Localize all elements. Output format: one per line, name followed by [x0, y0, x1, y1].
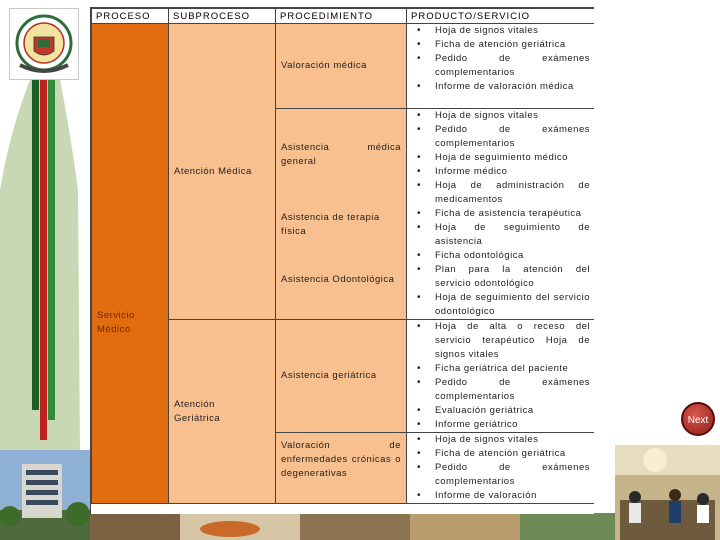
list-item: • Evaluación geriátrica	[413, 404, 590, 418]
producto-cell	[407, 249, 595, 320]
procedimiento-label: Asistencia Odontológica	[281, 274, 395, 285]
list-item: • Hoja de administración de medicamentos	[413, 179, 590, 207]
header-procedimiento: PROCEDIMIENTO	[276, 9, 407, 24]
procedimiento-label: Valoración de enfermedades crónicas o degenerativas	[281, 440, 401, 479]
list-item: • Pedido de exámenes complementarios	[413, 461, 590, 489]
procedimiento-label: Asistencia geriátrica	[281, 370, 377, 381]
header-proceso: PROCESO	[92, 9, 169, 24]
list-item: • Ficha de atención geriátrica	[413, 447, 590, 461]
procedimiento-label: Valoración médica	[281, 60, 367, 71]
building-photo	[0, 450, 90, 540]
list-item: • Informe de valoración médica	[413, 80, 590, 94]
list-item: • Informe de valoración	[413, 489, 590, 503]
university-logo	[9, 8, 79, 80]
producto-cell	[407, 207, 595, 249]
list-item: • Hoja de seguimiento de asistencia	[413, 221, 590, 249]
stripe-dark-green	[32, 80, 39, 410]
waiting-room-photo	[615, 445, 720, 540]
seal-icon	[10, 9, 78, 79]
producto-cell	[407, 433, 595, 504]
producto-cell	[407, 320, 595, 433]
process-table	[91, 8, 594, 504]
procedimiento-cell	[276, 320, 407, 433]
list-item: • Pedido de exámenes complementarios	[413, 123, 590, 151]
list-item: • Ficha odontológica	[413, 249, 590, 263]
procedimiento-label: Asistencia de terapia física	[281, 212, 380, 237]
list-item: • Hoja de seguimiento médico	[413, 151, 590, 165]
product-list	[413, 433, 590, 503]
list-item: • Ficha de atención geriátrica	[413, 38, 590, 52]
procedimiento-label: Asistencia médica general	[281, 142, 401, 167]
product-list	[413, 249, 590, 319]
stripe-green	[48, 80, 55, 420]
next-button[interactable]: Next	[681, 402, 715, 436]
subproceso-label: Atención Médica	[174, 165, 252, 177]
list-item: • Pedido de exámenes complementarios	[413, 52, 590, 80]
left-decoration	[0, 0, 90, 540]
producto-cell	[407, 109, 595, 208]
list-item: • Hoja de seguimiento del servicio odontológico	[413, 291, 590, 319]
list-item: • Pedido de exámenes complementarios	[413, 376, 590, 404]
list-item: • Plan para la atención del servicio odontológico	[413, 263, 590, 291]
list-item: • Hoja de signos vitales	[413, 433, 590, 447]
process-table-container	[90, 7, 594, 514]
product-list	[413, 320, 590, 432]
header-producto-servicio: PRODUCTO/SERVICIO	[407, 9, 595, 24]
list-item: • Ficha de asistencia terapéutica	[413, 207, 590, 221]
list-item: • Ficha geriátrica del paciente	[413, 362, 590, 376]
product-list	[413, 207, 590, 249]
subproceso-cell-atencion-medica	[169, 24, 276, 320]
list-item: • Hoja de signos vitales	[413, 24, 590, 38]
procedimiento-cell-combined	[276, 109, 407, 320]
subproceso-label: Atención Geriátrica	[174, 398, 221, 424]
table-header-row	[92, 9, 595, 24]
subproceso-cell-atencion-geriatrica	[169, 320, 276, 504]
table-row	[92, 24, 595, 109]
list-item: • Informe médico	[413, 165, 590, 179]
list-item: • Hoja de alta o receso del servicio terapéutico Hoja de signos vitales	[413, 320, 590, 362]
stripe-red	[40, 80, 47, 440]
proceso-cell	[92, 24, 169, 504]
proceso-label: Servicio Médico	[97, 309, 135, 335]
product-list	[413, 109, 590, 207]
procedimiento-cell	[276, 24, 407, 109]
procedimiento-cell	[276, 433, 407, 504]
product-list	[413, 24, 590, 94]
header-subproceso: SUBPROCESO	[169, 9, 276, 24]
producto-cell	[407, 24, 595, 109]
list-item: • Informe geriátrico	[413, 418, 590, 432]
bottom-photo-strip	[90, 513, 615, 540]
list-item: • Hoja de signos vitales	[413, 109, 590, 123]
